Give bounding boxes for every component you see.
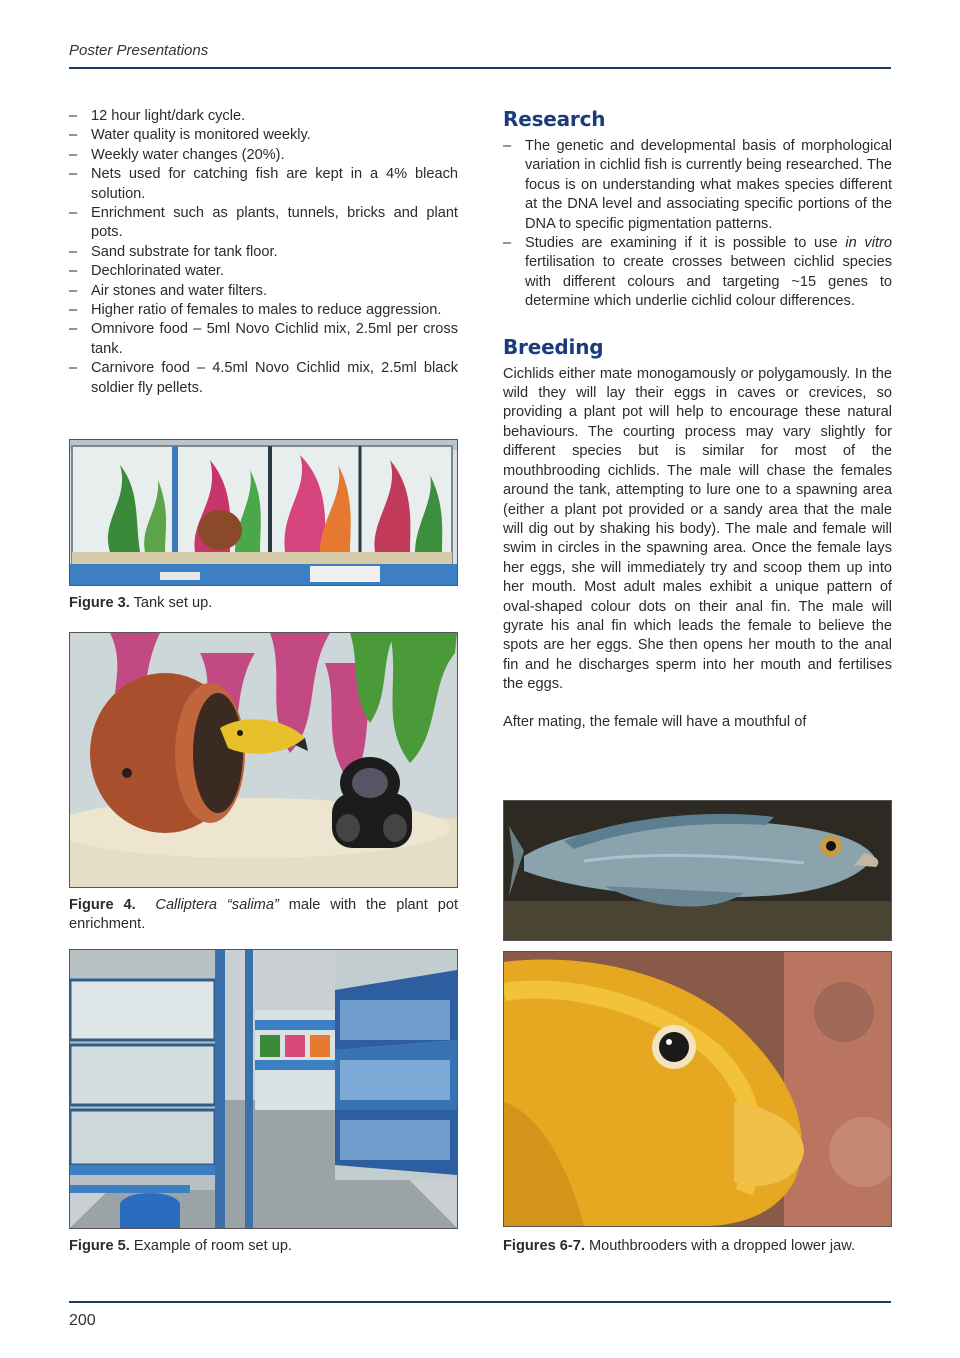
figure-6-7-text: Mouthbrooders with a dropped lower jaw. <box>584 1238 856 1254</box>
list-item: – Carnivore food – 4.5ml Novo Cichlid mix, 2.5ml black soldier fly pellets. <box>69 359 458 398</box>
figure-5-label: Figure 5. <box>69 1238 130 1254</box>
research-list <box>503 137 892 312</box>
breeding-heading: Breeding <box>503 334 604 359</box>
page-number: 200 <box>69 1312 96 1329</box>
in-vitro-term: in vitro <box>845 235 892 252</box>
list-item: – Higher ratio of females to males to reduce aggression. <box>69 301 458 320</box>
figure-6-7-caption <box>503 1237 855 1256</box>
figure-3-label: Figure 3. <box>69 595 130 611</box>
list-item: – Nets used for catching fish are kept in a 4% bleach solution. <box>69 165 458 204</box>
footer-rule <box>69 1301 891 1303</box>
figure-4-species: Calliptera “salima” <box>155 897 279 913</box>
list-item: – Omnivore food – 5ml Novo Cichlid mix, 2.5ml per cross tank. <box>69 320 458 359</box>
figure-4-caption <box>69 896 458 935</box>
running-head: Poster Presentations <box>69 42 209 59</box>
breeding-paragraph: Cichlids either mate monogamously or polygamously. In the wild they will lay their eggs in caves or crevices, so providing a plant pot will help to encourage these natural behaviours. The courting process may vary slightly for different species but is similar for most of the mouthbrooding cichlids. The male will chase the females around the tank, attempting to lure one to a spawning area (either a plant pot provided or a sandy area that the male will dig out by shaking his body). The male and female will swim in circles in the spawning area. Once the female lays her eggs, she will immediately try and scoop them up into her mouth. Most adult males exhibit a unique pattern of oval-shaped colour dots on their anal fin. The male will gyrate his anal fin which leads the female to believe the spots are her eggs. She then opens her mouth to the anal fin and he discharges sperm into her mouth and fertilises the eggs. <box>503 365 892 693</box>
husbandry-list <box>69 107 458 398</box>
figure-4-text: male with the plant pot enrichment. <box>69 897 459 933</box>
figure-7-fish-photo <box>503 951 892 1227</box>
list-item: – Sand substrate for tank floor. <box>69 243 458 262</box>
breeding-paragraph-continued: After mating, the female will have a mouthful of <box>503 713 807 730</box>
list-item: – Water quality is monitored weekly. <box>69 126 458 145</box>
figure-6-fish-photo <box>503 800 892 941</box>
figure-5-caption <box>69 1237 292 1256</box>
left-column <box>69 107 458 398</box>
figure-3-caption <box>69 594 212 613</box>
list-item: – The genetic and developmental basis of morphological variation in cichlid fish is currently being researched. The focus is on understanding what makes species different at the DNA level and associating specific portions of the DNA to specific pigmentation patterns. <box>503 137 892 234</box>
research-bullet-2-end: fertilisation to create crosses between cichlid species with different colours and targeting ~15 genes to determine which underlie cichlid colour differences. <box>525 254 892 310</box>
figure-3-text: Tank set up. <box>129 595 213 611</box>
list-item: – Enrichment such as plants, tunnels, bricks and plant pots. <box>69 204 458 243</box>
list-item: – Air stones and water filters. <box>69 282 458 301</box>
figure-6-7-label: Figures 6-7. <box>503 1238 585 1254</box>
figure-3-tank-photo <box>69 439 458 586</box>
figure-5-text: Example of room set up. <box>129 1238 293 1254</box>
figure-4-label: Figure 4. <box>69 897 136 913</box>
research-bullet-2-start: Studies are examining if it is possible to use <box>525 235 846 252</box>
list-item <box>503 234 892 312</box>
right-column <box>503 107 892 732</box>
header-rule <box>69 67 891 69</box>
list-item: – Dechlorinated water. <box>69 262 458 281</box>
figure-4-plant-pot-photo <box>69 632 458 888</box>
list-item: – Weekly water changes (20%). <box>69 146 458 165</box>
research-heading: Research <box>503 107 606 131</box>
figure-5-room-photo <box>69 949 458 1229</box>
section-spacer <box>503 312 892 335</box>
list-item: – 12 hour light/dark cycle. <box>69 107 458 126</box>
